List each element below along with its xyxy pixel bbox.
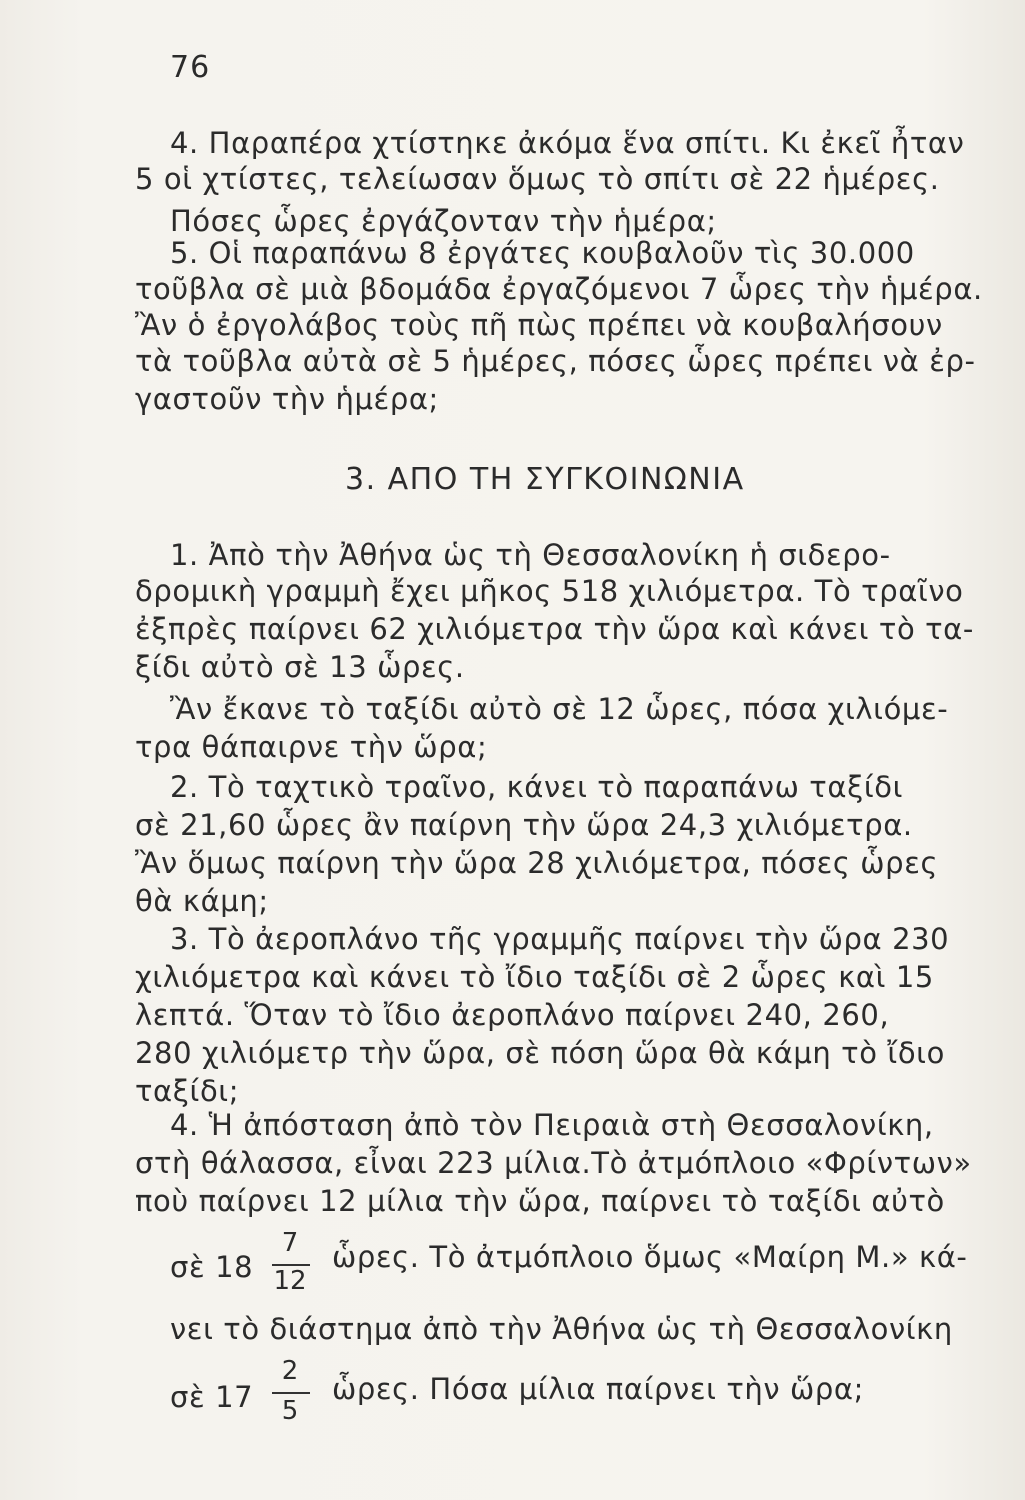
text-line: σὲ 18 — [170, 1250, 254, 1284]
fraction-numerator: 2 — [281, 1356, 299, 1386]
text-line: ξίδι αὐτὸ σὲ 13 ὧρες. — [135, 650, 465, 684]
text-line: 1. Ἀπὸ τὴν Ἀθήνα ὡς τὴ Θεσσαλονίκη ἡ σιδερο- — [170, 538, 891, 572]
fraction-denominator: 5 — [281, 1396, 299, 1426]
text-line: ἐξπρὲς παίρνει 62 χιλιόμετρα τὴν ὥρα καὶ κάνει τὸ τα- — [135, 612, 974, 646]
text-line: 5 οἱ χτίστες, τελείωσαν ὅμως τὸ σπίτι σὲ 22 ἡμέρες. — [135, 162, 940, 196]
text-line: Ἂν ὁ ἐργολάβος τοὺς πῆ πὼς πρέπει νὰ κουβαλήσουν — [135, 308, 943, 342]
text-line: λεπτά. Ὅταν τὸ ἴδιο ἀεροπλάνο παίρνει 240, 260, — [135, 998, 890, 1032]
text-line: σὲ 17 — [170, 1380, 254, 1414]
text-line: ποὺ παίρνει 12 μίλια τὴν ὥρα, παίρνει τὸ ταξίδι αὐτὸ — [135, 1184, 945, 1218]
text-line: σὲ 21,60 ὧρες ἂν παίρνη τὴν ὥρα 24,3 χιλιόμετρα. — [135, 808, 913, 842]
text-line: 5. Οἱ παραπάνω 8 ἐργάτες κουβαλοῦν τὶς 30.000 — [170, 236, 915, 270]
text-line: τὰ τοῦβλα αὐτὰ σὲ 5 ἡμέρες, πόσες ὧρες πρέπει νὰ ἐρ- — [135, 344, 976, 378]
fraction-bar — [272, 1392, 310, 1394]
text-line: Πόσες ὧρες ἐργάζονταν τὴν ἡμέρα; — [170, 204, 717, 238]
text-line: 4. Παραπέρα χτίστηκε ἀκόμα ἕνα σπίτι. Κι ἐκεῖ ἦταν — [170, 126, 965, 160]
text-line: θὰ κάμη; — [135, 884, 269, 918]
text-line: ταξίδι; — [135, 1074, 240, 1108]
text-line: ὧρες. Τὸ ἀτμόπλοιο ὅμως «Μαίρη Μ.» κά- — [332, 1240, 968, 1274]
text-line: δρομικὴ γραμμὴ ἔχει μῆκος 518 χιλιόμετρα. Τὸ τραῖνο — [135, 574, 964, 608]
text-line: ὧρες. Πόσα μίλια παίρνει τὴν ὥρα; — [332, 1372, 865, 1406]
section-heading: 3. ΑΠΟ ΤΗ ΣΥΓΚΟΙΝΩΝΙΑ — [345, 462, 745, 497]
fraction-denominator: 12 — [273, 1266, 307, 1296]
text-line: Ἂν ἔκανε τὸ ταξίδι αὐτὸ σὲ 12 ὧρες, πόσα χιλιόμε- — [170, 692, 949, 726]
text-line: 280 χιλιόμετρ τὴν ὥρα, σὲ πόση ὥρα θὰ κάμη τὸ ἴδιο — [135, 1036, 945, 1070]
text-line: 4. Ἡ ἀπόσταση ἀπὸ τὸν Πειραιὰ στὴ Θεσσαλονίκη, — [170, 1108, 934, 1142]
text-line: τρα θάπαιρνε τὴν ὥρα; — [135, 730, 488, 764]
text-line: γαστοῦν τὴν ἡμέρα; — [135, 382, 439, 416]
page-number: 76 — [170, 50, 211, 85]
text-line: τοῦβλα σὲ μιὰ βδομάδα ἐργαζόμενοι 7 ὧρες τὴν ἡμέρα. — [135, 272, 983, 306]
text-line: νει τὸ διάστημα ἀπὸ τὴν Ἀθήνα ὡς τὴ Θεσσαλονίκη — [170, 1312, 953, 1346]
text-line: 2. Τὸ ταχτικὸ τραῖνο, κάνει τὸ παραπάνω ταξίδι — [170, 770, 904, 804]
text-line: Ἂν ὅμως παίρνη τὴν ὥρα 28 χιλιόμετρα, πόσες ὧρες — [135, 846, 939, 880]
text-line: 3. Τὸ ἀεροπλάνο τῆς γραμμῆς παίρνει τὴν ὥρα 230 — [170, 922, 950, 956]
text-line: στὴ θάλασσα, εἶναι 223 μίλια.Τὸ ἀτμόπλοιο «Φρίντων» — [135, 1146, 972, 1180]
fraction-numerator: 7 — [281, 1228, 299, 1258]
text-line: χιλιόμετρα καὶ κάνει τὸ ἴδιο ταξίδι σὲ 2 ὧρες καὶ 15 — [135, 960, 934, 994]
